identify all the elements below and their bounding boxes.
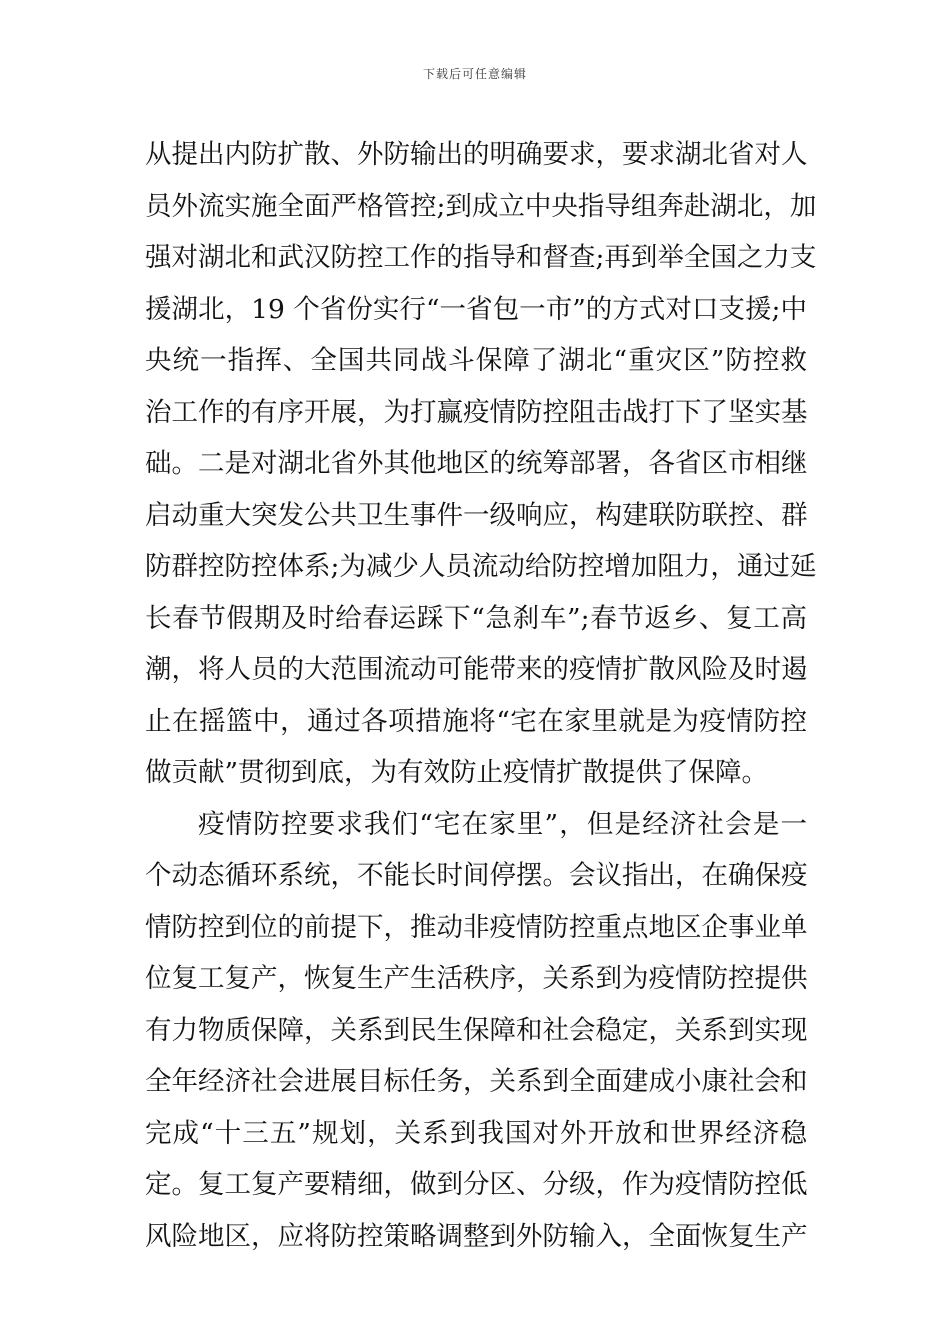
text-line: 止在摇篮中，通过各项措施将“宅在家里就是为疫情防控	[145, 705, 807, 737]
text-line: 启动重大突发公共卫生事件一级响应，构建联防联控、群	[145, 499, 808, 531]
text-line: 防群控防控体系;为减少人员流动给防控增加阻力，通过延	[145, 551, 817, 582]
paragraph-2	[145, 799, 807, 1263]
text-line: 定。复工复产要精细，做到分区、分级，作为疫情防控低	[145, 1169, 808, 1200]
text-line: 疫情防控要求我们“宅在家里”，但是经济社会是一	[198, 808, 807, 840]
header-note: 下载后可任意编辑	[422, 67, 527, 81]
text-line: 治工作的有序开展，为打赢疫情防控阻击战打下了坚实基	[145, 396, 808, 428]
text-line: 全年经济社会进展目标任务，关系到全面建成小康社会和	[145, 1066, 808, 1097]
text-line: 情防控到位的前提下，推动非疫情防控重点地区企事业单	[145, 911, 808, 943]
text-line: 援湖北，19 个省份实行“一省包一市”的方式对口支援;中	[145, 293, 807, 325]
text-line: 个动态循环系统，不能长时间停摆。会议指出，在确保疫	[145, 860, 808, 891]
body-text	[145, 129, 817, 1262]
text-line: 做贡献”贯彻到底，为有效防止疫情扩散提供了保障。	[145, 757, 769, 788]
text-line: 强对湖北和武汉防控工作的指导和督查;再到举全国之力支	[145, 242, 817, 273]
text-line: 有力物质保障，关系到民生保障和社会稳定，关系到实现	[145, 1014, 808, 1046]
text-line: 长春节假期及时给春运踩下“急刹车”;春节返乡、复工高	[145, 602, 807, 634]
text-line: 础。二是对湖北省外其他地区的统筹部署，各省区市相继	[145, 448, 808, 479]
text-line: 员外流实施全面严格管控;到成立中央指导组奔赴湖北，加	[145, 190, 817, 222]
text-line: 潮，将人员的大范围流动可能带来的疫情扩散风险及时遏	[145, 654, 808, 685]
text-line: 风险地区，应将防控策略调整到外防输入，全面恢复生产	[145, 1220, 808, 1252]
text-line: 位复工复产，恢复生产生活秩序，关系到为疫情防控提供	[145, 963, 808, 994]
text-line: 从提出内防扩散、外防输出的明确要求，要求湖北省对人	[145, 139, 808, 170]
text-line: 完成“十三五”规划，关系到我国对外开放和世界经济稳	[145, 1117, 807, 1149]
text-line: 央统一指挥、全国共同战斗保障了湖北“重灾区”防控救	[145, 345, 807, 376]
paragraph-1	[145, 129, 817, 799]
